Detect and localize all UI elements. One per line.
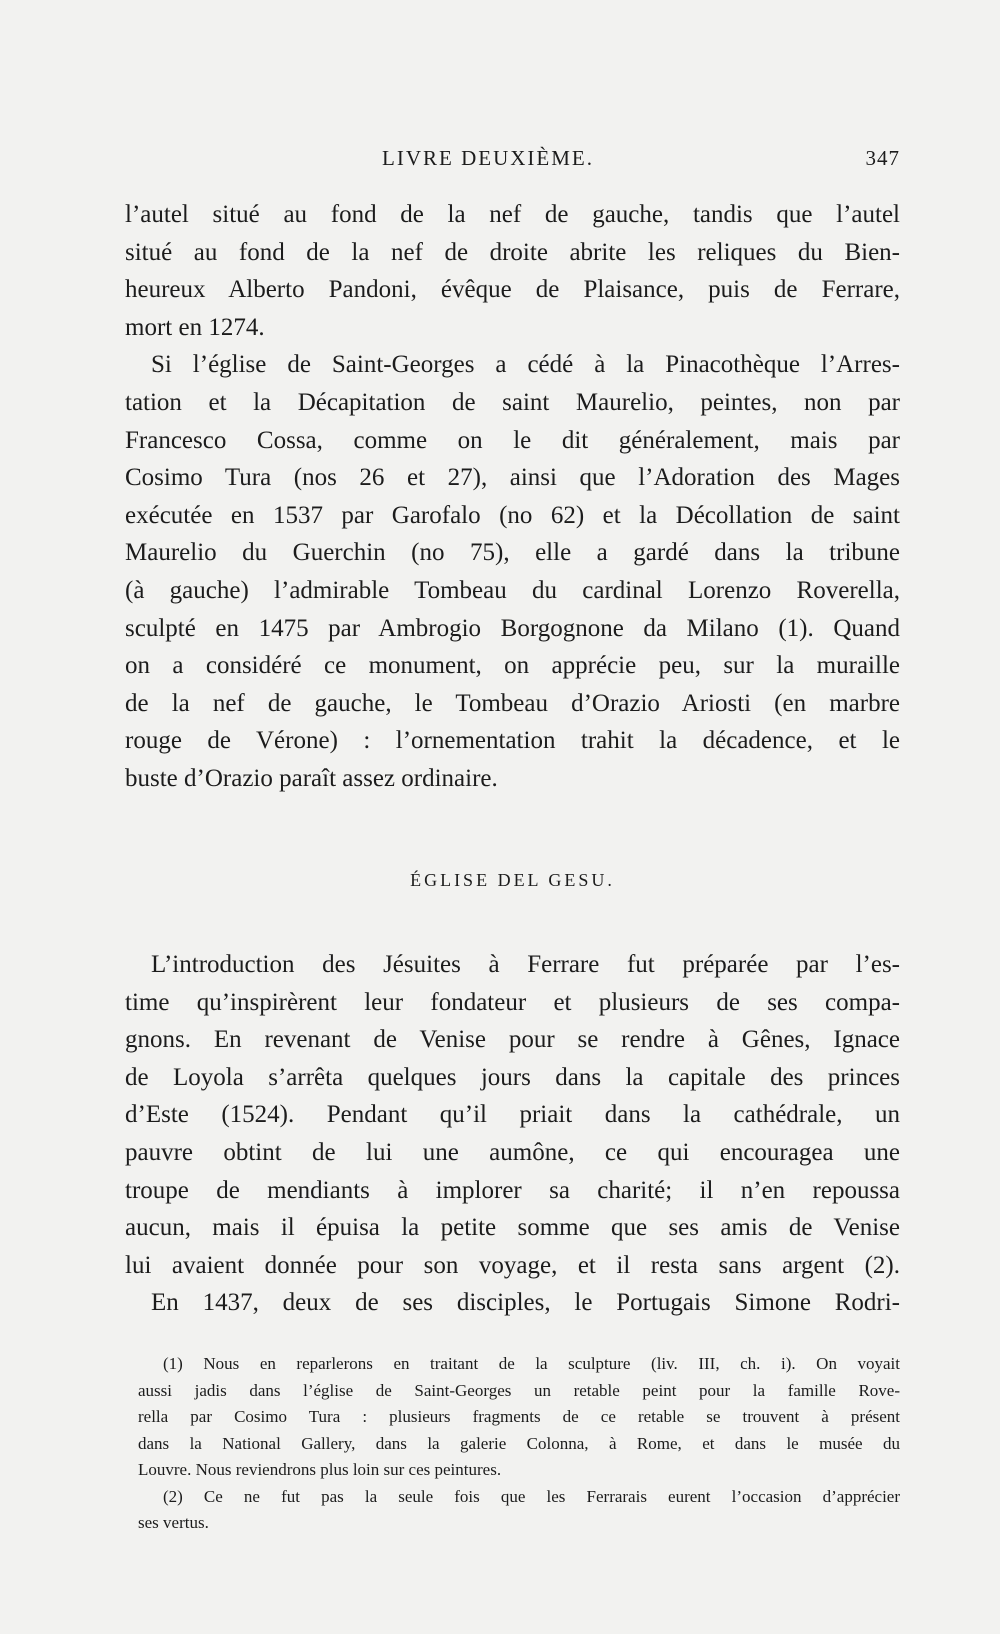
footnote-line: aussi jadis dans l’église de Saint-Georges un retable peint pour la famille Rove-: [138, 1380, 900, 1400]
text-line: (à gauche) l’admirable Tombeau du cardinal Lorenzo Roverella,: [125, 576, 900, 604]
text-line: heureux Alberto Pandoni, évêque de Plaisance, puis de Ferrare,: [125, 276, 900, 304]
text-line: gnons. En revenant de Venise pour se rendre à Gênes, Ignace: [125, 1026, 900, 1054]
text-line: situé au fond de la nef de droite abrite les reliques du Bien-: [125, 238, 900, 266]
footnote-line: (2) Ce ne fut pas la seule fois que les Ferrarais eurent l’occasion d’apprécier: [163, 1486, 900, 1506]
running-head: [125, 146, 900, 176]
text-line: exécutée en 1537 par Garofalo (no 62) et la Décollation de saint: [125, 501, 900, 529]
text-line: Si l’église de Saint-Georges a cédé à la Pinacothèque l’Arres-: [151, 351, 900, 379]
text-line: lui avaient donnée pour son voyage, et il resta sans argent (2).: [125, 1251, 900, 1279]
text-line: Francesco Cossa, comme on le dit généralement, mais par: [125, 426, 900, 454]
text-line: de la nef de gauche, le Tombeau d’Orazio Ariosti (en marbre: [125, 689, 900, 717]
running-title: LIVRE DEUXIÈME.: [382, 146, 594, 170]
main-text-lower: [125, 946, 900, 1322]
text-line: on a considéré ce monument, on apprécie peu, sur la muraille: [125, 652, 900, 680]
text-line: pauvre obtint de lui une aumône, ce qui encouragea une: [125, 1138, 900, 1166]
footnote-line: Louvre. Nous reviendrons plus loin sur ces peintures.: [138, 1460, 502, 1479]
text-line: l’autel situé au fond de la nef de gauche, tandis que l’autel: [125, 201, 900, 228]
text-line: buste d’Orazio paraît assez ordinaire.: [125, 764, 498, 792]
text-line: tation et la Décapitation de saint Maurelio, peintes, non par: [125, 388, 900, 416]
footnote-line: ses vertus.: [138, 1513, 209, 1532]
text-line: de Loyola s’arrêta quelques jours dans la capitale des princes: [125, 1063, 900, 1091]
text-line: Maurelio du Guerchin (no 75), elle a gardé dans la tribune: [125, 539, 900, 567]
text-line: En 1437, deux de ses disciples, le Portugais Simone Rodri-: [151, 1289, 900, 1317]
text-line: L’introduction des Jésuites à Ferrare fut préparée par l’es-: [151, 951, 900, 978]
section-heading: ÉGLISE DEL GESU.: [410, 870, 615, 890]
footnote-line: rella par Cosimo Tura : plusieurs fragments de ce retable se trouvent à présent: [138, 1407, 900, 1426]
text-line: aucun, mais il épuisa la petite somme que ses amis de Venise: [125, 1214, 900, 1242]
text-line: mort en 1274.: [125, 313, 265, 341]
text-line: d’Este (1524). Pendant qu’il priait dans la cathédrale, un: [125, 1101, 900, 1129]
text-line: time qu’inspirèrent leur fondateur et plusieurs de ses compa-: [125, 988, 900, 1016]
footnote-line: (1) Nous en reparlerons en traitant de la sculpture (liv. III, ch. i). On voyait: [163, 1354, 900, 1373]
text-line: rouge de Vérone) : l’ornementation trahit la décadence, et le: [125, 727, 900, 755]
footnotes: [138, 1351, 900, 1537]
text-line: troupe de mendiants à implorer sa charité; il n’en repoussa: [125, 1176, 900, 1204]
text-line: sculpté en 1475 par Ambrogio Borgognone da Milano (1). Quand: [125, 614, 900, 642]
footnote-line: dans la National Gallery, dans la galerie Colonna, à Rome, et dans le musée du: [138, 1433, 900, 1453]
main-text-upper: [125, 196, 900, 798]
text-line: Cosimo Tura (nos 26 et 27), ainsi que l’Adoration des Mages: [125, 464, 900, 492]
page-number: 347: [865, 146, 900, 170]
